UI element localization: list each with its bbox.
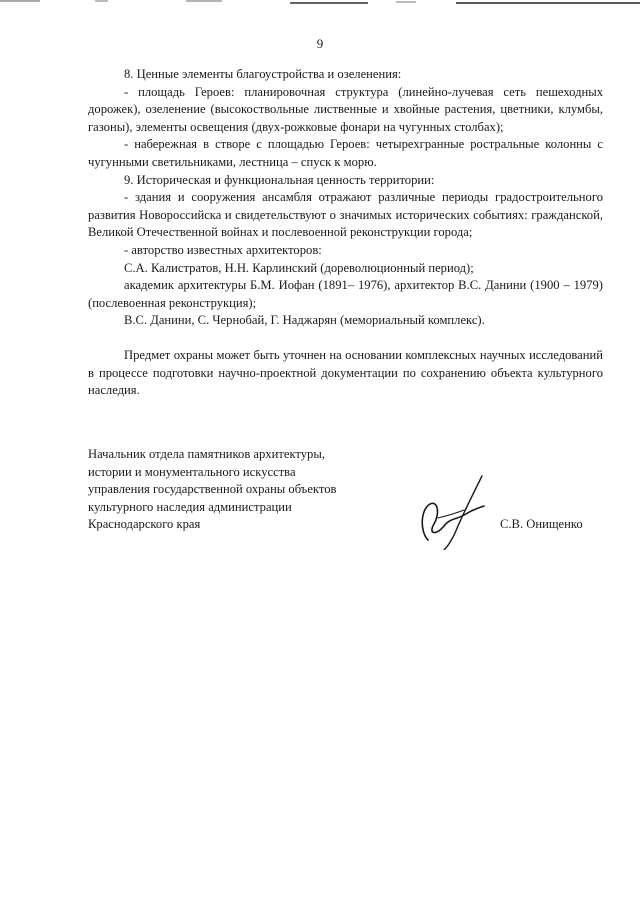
page-number: 9 [316,36,324,51]
closing-paragraph: Предмет охраны может быть уточнен на основании комплексных научных исследований в процессе подготовки научно-проектной документации по сохранению объекта культурного наследия. [88,347,603,398]
section-9-item-authorship: - авторство известных архитекторов: [124,242,322,257]
signatory-title-line: Краснодарского края [88,517,201,532]
signatory-title-block [88,446,388,534]
handwritten-signature [414,470,494,550]
section-8-heading: 8. Ценные элементы благоустройства и озеленения: [124,67,402,81]
section-9-authors-postwar: академик архитектуры Б.М. Иофан (1891– 1976), архитектор В.С. Данини (1900 – 1979) (послевоенная реконструкция); [88,278,603,310]
signatory-title-line: управления государственной охраны объектов [88,482,337,497]
section-9-authors-prerevolution: С.А. Калистратов, Н.Н. Карлинский (дореволюционный период); [124,260,474,275]
section-9-authors-memorial: В.С. Данини, С. Чернобай, Г. Наджарян (мемориальный комплекс). [124,313,485,328]
signatory-title-line: истории и монументального искусства [88,464,296,479]
scan-edge-marks [0,0,640,8]
document-body [88,66,603,400]
signer-name: С.В. Онищенко [500,517,583,531]
section-9-heading: 9. Историческая и функциональная ценность территории: [124,172,435,187]
section-8-item-embankment: - набережная в створе с площадью Героев: четырехгранные ростральные колонны с чугунными светильниками, лестница – спуск к морю. [88,137,603,169]
section-9-item-buildings: - здания и сооружения ансамбля отражают различные периоды градостроительного развития Новороссийска и свидетельствуют о значимых исторических событиях: гражданской, Великой Отечественной войнах и послевоенной реконструкции города; [88,190,603,240]
section-8-item-square: - площадь Героев: планировочная структура (линейно-лучевая сеть пешеходных дорожек), озеленение (высокоствольные лиственные и хвойные растения, цветники, клумбы, газоны), элементы освещения (двух-рожковые фонари на чугунных столбах); [88,84,603,134]
signatory-title-line: культурного наследия администрации [88,499,292,514]
signatory-title-line: Начальник отдела памятников архитектуры, [88,447,325,461]
